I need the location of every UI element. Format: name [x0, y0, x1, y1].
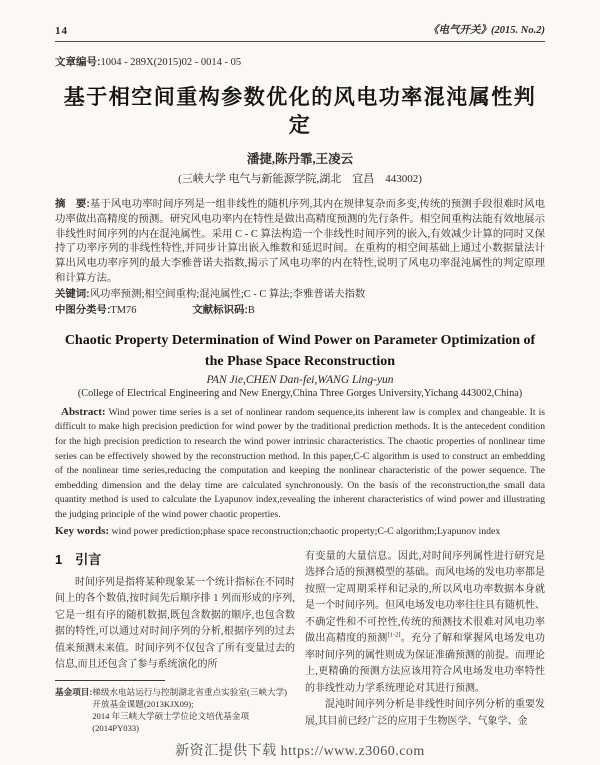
intro-paragraph-right-2: 混沌时间序列分析是非线性时间序列分析的重要发展,其目前已经广泛的应用于生物医学、气象学、金	[305, 699, 545, 727]
article-number-value: 1004 - 289X(2015)02 - 0014 - 05	[100, 57, 242, 68]
clc-value: TM76	[110, 304, 137, 316]
citation-superscript: [1-2]	[387, 631, 401, 639]
article-number-label: 文章编号:	[55, 56, 101, 68]
keywords-cn	[55, 287, 545, 302]
authors-en: PAN Jie,CHEN Dan-fei,WANG Ling-yun	[206, 373, 394, 386]
intro-right-text-before: 有变量的大量信息。因此,对时间序列属性进行研究是选择合适的预测模型的基础。而风电场的发电功率都是按照一定周期采样和记录的,所以风电功率数据本身就是一个时间序列。但风电场发电功率往往具有随机性、不确定性和不可控性,传统的预测技术很难对风电功率做出高精度的预测	[305, 550, 545, 645]
abstract-en-label: Abstract:	[61, 405, 106, 418]
clc-label: 中图分类号:	[55, 304, 111, 316]
intro-right-text-after: 。充分了解和掌握风电场发电功率时间序列的属性则成为保证准确预测的前提。而理论上,更精确的预测方法应该用符合风电场发电功率特性的非线性动力学系统理论对其进行预测。	[305, 633, 546, 694]
abstract-cn-text: 基于风电功率时间序列是一组非线性的随机序列,其内在规律复杂而多变,传统的预测手段很难时风电功率做出高精度的预测。研究风电功率内在特性是做出高精度预测的先行条件。相空间重构法能有效地展示非线性时间序列的内在混沌属性。采用 C - C 算法构造一个非线性时间序列的嵌入,有效减少计算的同时又保持了功率序列的非线性特性,并同步计算出嵌入维数和延迟时间。在重构的相空间基础上通过小数据量法计算出风电功率序列的最大李雅普诺夫指数,揭示了风电功率的内在特性,说明了风电功率混沌属性的判定原理和计算方法。	[55, 199, 545, 284]
doc-code-value: B	[247, 304, 255, 316]
footnote-row	[55, 686, 295, 735]
paper-title-en	[55, 330, 545, 372]
page-header	[55, 22, 545, 42]
abstract-en-text: Wind power time series is a set of nonlinear random sequence,its inherent law is complex and changeable. It is difficult to make high precision prediction for wind power by the traditional prediction methods. It is the antecedent condition for the high precision prediction to research the wind power intrinsic characteristics. The chaotic properties of nonlinear time series can be effectively showed by the reconstruction method. In this paper,C-C algorithm is used to construct an embedding of the nonlinear time series,reducing the computation and keeping the nonlinear characteristic of the power sequence. The embedding dimension and the delay time are calculated synchronously. On the basis of the reconstruction,the small data quantity method is used to calculate the Lyapunov index,revealing the inherent characteristics of wind power and illustrating the judging principle of the wind power chaotic properties.	[55, 406, 545, 520]
body-columns	[55, 549, 545, 735]
article-number	[55, 54, 545, 69]
fund-line2: 2014 年三峡大学硕士学位论文培优基金项(2014PY033)	[92, 711, 250, 734]
abstract-cn-label: 摘 要:	[55, 199, 90, 210]
classification-line	[55, 303, 545, 318]
footnote-divider	[55, 680, 165, 681]
affiliation-en: (College of Electrical Engineering and New Energy,China Three Gorges University,Yichang 443002,China)	[77, 387, 523, 399]
keywords-en	[55, 525, 545, 537]
keywords-en-text: wind power prediction;phase space reconstruction;chaotic property;C-C algorithm;Lyapunov index	[111, 525, 501, 537]
doc-code-label: 文献标识码:	[192, 304, 248, 316]
keywords-en-label: Key words:	[55, 524, 110, 537]
fund-label: 基金项目:	[55, 686, 93, 697]
section-heading-introduction: 1 引言	[55, 551, 102, 567]
intro-paragraph-left: 时间序列是指将某种现象某一个统计指标在不同时间上的各个数值,按时间先后顺序排 1 列而形成的序列,它是一组有序的随机数据,既包含数据的顺序,也包含数据的特性,可以通过对时间序列的分析,根据序列的过去值来预测未来值。时间序列不仅包含了所有变量过去的信息,而且还包含了参与系统演化的所	[55, 576, 295, 671]
page-number: 14	[55, 25, 68, 37]
fund-body	[92, 686, 295, 735]
affiliation-cn: (三峡大学 电气与新能源学院,湖北 宜昌 443002)	[178, 173, 422, 185]
paper-title-cn: 基于相空间重构参数优化的风电功率混沌属性判定	[63, 85, 537, 137]
abstract-cn	[55, 198, 545, 287]
keywords-cn-label: 关键词:	[55, 288, 90, 300]
fund-line1: 梯级水电站运行与控制湖北省重点实验室(三峡大学)开放基金课题(2013KJX09);	[92, 686, 288, 709]
abstract-en	[55, 405, 545, 523]
paper-title-en-line2: the Phase Space Reconstruction	[204, 353, 396, 369]
paper-title-en-line1: Chaotic Property Determination of Wind Power on Parameter Optimization of	[64, 332, 536, 348]
right-column	[305, 549, 545, 735]
download-watermark: 新资汇提供下载 https://www.z3060.com	[175, 744, 425, 759]
authors-cn: 潘捷,陈丹霏,王凌云	[246, 152, 354, 166]
intro-paragraph-right-1	[305, 549, 545, 698]
fund-footnote	[55, 680, 295, 735]
journal-title: 《电气开关》(2015. No.2)	[428, 25, 545, 36]
left-column	[55, 549, 295, 735]
keywords-cn-text: 风功率预测;相空间重构;混沌属性;C - C 算法;李雅普诺夫指数	[89, 288, 366, 300]
